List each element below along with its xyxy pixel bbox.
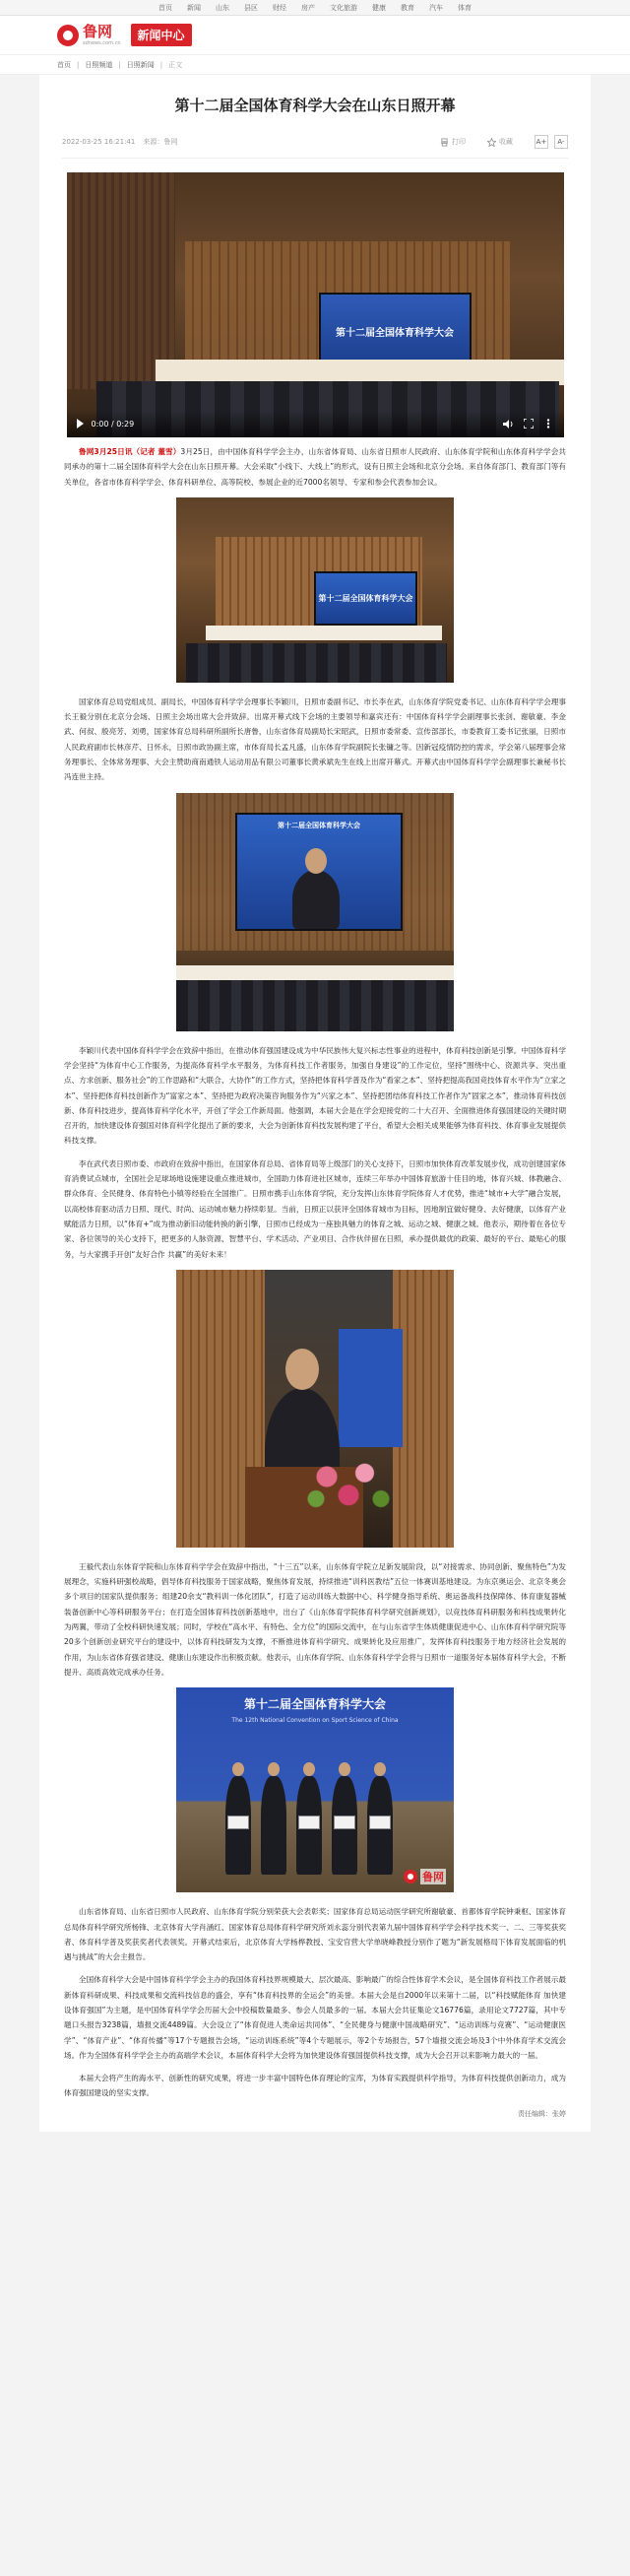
paragraph-8: 本届大会将产生的海水平、创新性的研究成果，将进一步丰富中国特色体育理论的宝库，为体育实践提供科学指导，为体育科技提供创新动力，成为体育强国建设的坚实支撑。 [64, 2074, 566, 2098]
paragraph-2: 国家体育总局党组成员、副局长，中国体育科学学会理事长李颖川，日照市委副书记、市长李在武，山东体育学院党委书记、山东体育科学学会理事长王毅分别在北京分会场、日照主会场出席大会并致辞。出席开幕式线下会场的主要领导和嘉宾还有：中国体育科学学会副理事长张剑、谢敏豪、李金武、何叔、殷亮芳、刘勇，国家体育总局科研所副所长唐鲁，山东省体育局副局长宋昭武，日照市委常委、宣传部部长，市委教育工委书记张丽，日照市人民政府副市长林彦芹、日怀永，日照市政协副主席，市体育局长孟凡盛，山东体育学院副院长张镛之等。因新冠疫情防控的需求，学会第八届理事会常务理事长、全体常务理事、大会主赞助商南通铁人运动用品有限公司董事长黄承斌先生在线上出席开幕式。开幕式由中国体育科学学会副理事长兼秘书长冯连世主持。 [64, 696, 566, 782]
font-decrease-button[interactable]: A- [554, 135, 568, 149]
video-controls [67, 410, 564, 437]
responsible-editor: 责任编辑：张婷 [518, 2109, 566, 2118]
top-nav-item[interactable]: 教育 [401, 4, 414, 12]
photo1-screen-text: 第十二届全国体育科学大会 [314, 571, 417, 626]
breadcrumb-section[interactable]: 日照新闻 [126, 60, 155, 69]
breadcrumb-home[interactable]: 首页 [57, 60, 71, 69]
site-logo[interactable] [57, 22, 121, 46]
paragraph-3: 李颖川代表中国体育科学学会在致辞中指出，在推动体育强国建设成为中华民族伟大复兴标志性事业的进程中，体育科技创新是引擎。中国体育科学学会坚持“为体育中心工作服务，为提高体育科学水平服务，为体育科技工作者服务，加强自身建设”的工作定位，坚持“围绕中心、资源共享、突出重点、方求创新、服务社会”的工作思路和“大联合、大协作”的工作方式，坚持把体育科学普及作为“看家之本”、坚持把提高我国竞技体育水平作为“立家之本”、坚持把体育科技创新作为“富家之本”、坚持把为政府决策咨询服务作为“兴家之本”、坚持把团结体育科技工作者作为“固家之本”，推动体育科技创新、体育科技进步，提高体育科学化水平，开创了学会工作新局面。他强调，本届大会是在学会迎接党的二十大召开、全面推进体育强国建设的关键时期召开的，加快建设体育强国对体育科学化提出了新的要求，大会为创新体育科技发展构建了平台，希望大会相关成果能够为体育科技、体育事业发展提供科技支撑。 [64, 1045, 566, 1146]
photo-award-ceremony [176, 1687, 454, 1892]
breadcrumb-current: 正文 [168, 60, 183, 69]
logo-icon [57, 25, 79, 46]
paragraph-7: 全国体育科学大会是中国体育科学学会主办的我国体育科技界规模最大、层次最高、影响最广的综合性体育学术会议，是全国体育科技工作者展示最新体育科研成果、科技成果和交流科技信息的盛会，享有“体育科技界的全运会”的美誉。本届大会是自2000年以来第十二届，以“科技赋能体育 加快建设体育强国”为主题，是中国体育科学学会历届大会中投稿数量最多、参会人员最多的一届。本届大会共征集论文16776篇，录用论文7727篇，其中专题口头报告3238篇，墙报交流4489篇。大会设立了“体育促进人类命运共同体”、“全民健身与健康中国战略研究”、“运动训练与竞赛”、“运动健康医学”、“体育产业”、“体育传播”等17个专题报告会场，“运动训练系统”等4个专题展示，等2个专场报告，57个墙报交流会场及3个中外体育学术交流会场。作为全国体育科学学会主办的高端学术会议，本届体育科学大会将为加快建设体育强国提供科技支撑，成为大会召开以来影响力最大的一届。 [64, 1975, 566, 2060]
video-stage-screen: 第十二届全国体育科学大会 [319, 293, 472, 369]
paragraph-1: 鲁网3月25日讯（记者 董雪）3月25日，由中国体育科学学会主办，山东省体育局、山东省日照市人民政府、山东体育学院和山东体育科学学会共同承办的第十二届全国体育科学大会在山东日照开幕。大会采取“小线下、大线上”的形式，设有日照主会场和北京分会场。来自体育部门、教育部门等有关单位，各省市体育科学学会、体育科研单位、高等院校、参展企业的近7000名领导、专家和参会代表参加会议。 [64, 447, 566, 487]
photo-conference-hall [176, 497, 454, 683]
print-button[interactable] [440, 137, 466, 147]
paragraph-6: 山东省体育局、山东省日照市人民政府、山东体育学院分别荣获大会表彰奖；国家体育总局运动医学研究所谢敏豪、首都体育学院钟秉枢、国家体育总局体育科学研究所杨锋、北京体育大学肖涵红、国家体育总局体育科学研究所刘永蕊分别代表第九届中国体育科学学会科学技术奖一、二、三等奖获奖者、体育科学普及奖获奖者代表领奖。开幕式结束后，北京体育大学杨桦教授、宝安官营大学单晓峰教授分别作了题为“新发展格局下体育发展面临的机遇与挑战”的大会主报告。 [64, 1907, 566, 1962]
star-icon [487, 138, 496, 147]
play-icon[interactable] [77, 419, 84, 429]
breadcrumb: 首页 | 日照频道 | 日照新闻 | 正文 [0, 55, 630, 75]
top-nav-item[interactable]: 体育 [458, 4, 472, 12]
more-options-icon[interactable] [542, 420, 554, 428]
breadcrumb-channel[interactable]: 日照频道 [85, 60, 113, 69]
logo-name: 鲁网 [83, 22, 113, 40]
top-nav-item[interactable]: 汽车 [429, 4, 443, 12]
paragraph-5: 王毅代表山东体育学院和山东体育科学学会在致辞中指出，“十三五”以来，山东体育学院立足新发展阶段，以“对接需求、协同创新、聚焦特色”为发展理念，实施科研强校战略，倡导体育科技服务于国家战略，聚焦体育发展，持续推进“训科医教结”五位一体赛训基地建设。为东京奥运会、北京冬奥会多个项目的国家队提供服务；组建20余支“教科训一体化团队”，打造了运动训练大数据中心、科学健身指导系统、奥运备战科技保障体、体育康复器械装备创新中心等科研服务平台；在打造全国体育科技创新基地中，出台了《山东体育学院体育科学研究创新规划》，以竞技体育科研服务和科技成果转化为两翼，带动了全校科研快速发展；同时，学校在“高水平、有特色、全方位”的国际交流中，在与山东省学生体质健康促进中心、山东体育科学研究院等20多个创新创业研究平台的建设中，以体育科技研发为支撑，不断推进体育科学研究、成果转化及应用推广，发挥体育科技服务于地方经济社会发展的作用，为山东省体育强省建设、健康山东建设作出积极贡献。他表示，山东体育学院、山东体育科学学会将与日照市一道服务好本届体育科学大会，不断提升、高质高效完成承办任务。 [64, 1561, 566, 1677]
watermark-icon [404, 1870, 417, 1883]
print-label: 打印 [452, 138, 466, 146]
watermark-text: 鲁网 [422, 1871, 444, 1884]
channel-badge[interactable]: 新闻中心 [131, 24, 192, 46]
article-source: 来源：鲁网 [143, 138, 178, 146]
top-nav [0, 0, 630, 16]
top-nav-item[interactable]: 文化旅游 [330, 4, 357, 12]
photo-speaker-li [176, 793, 454, 1031]
top-nav-item[interactable]: 财经 [273, 4, 286, 12]
top-nav-item[interactable]: 县区 [244, 4, 258, 12]
video-player[interactable] [67, 172, 564, 437]
photo2-screen-text: 第十二届全国体育科学大会 [235, 813, 403, 931]
top-nav-item[interactable]: 山东 [216, 4, 229, 12]
photo4-banner-subtext: The 12th National Convention on Sport Science of China [231, 1717, 399, 1725]
print-icon [440, 138, 449, 147]
top-nav-item[interactable]: 新闻 [187, 4, 201, 12]
site-header [0, 16, 630, 55]
volume-icon[interactable] [503, 420, 515, 428]
favorite-button[interactable] [487, 137, 513, 147]
paragraph-4: 李在武代表日照市委、市政府在致辞中指出，在国家体育总局、省体育局等上级部门的关心支持下，日照市加快体育改革发展步伐，成功创建国家体育消费试点城市，全国社会足球场地设施建设重点推进城市，全国助力体育进社区城市，连续三年举办中国体育旅游十佳目的地，体育兴城、体教融合、群众体育、全民健身、体育特色小镇等经验在全国推广。日照市携手山东体育学院，充分发挥山东体育学院体育人才优势，推进“城市+大学”融合发展，以高校体育驱动活力日照、现代、时尚、运动城市魅力持续彰显。当前，日照正以获评全国体育城市为目标，因地制宜做好健身、去好健康，以体育产业赋能活力日照，以“体育+”成为推动新旧动能转换的新引擎，日照市已经成为一座独具魅力的体育之城、运动之城、健康之城。他表示，期待着在各位专家、各位领导的关心支持下，把更多的人脉资源、智慧平台、学术活动、产业项目、合作伙伴留在日照，承办提供最优的政策、最好的平台、最贴心的服务，与大家携手开创“友好合作 共赢”的美好未来！ [64, 1158, 566, 1259]
logo-domain: sdnews.com.cn [83, 39, 121, 46]
top-nav-item[interactable]: 健康 [372, 4, 386, 12]
video-time: 0:00 / 0:29 [91, 419, 135, 429]
publish-time: 2022-03-25 16:21:41 [62, 138, 136, 146]
lead-dateline: 鲁网3月25日讯（记者 董雪） [79, 447, 181, 456]
article-container [39, 75, 591, 2132]
watermark-logo [404, 1869, 446, 1884]
article-meta [62, 135, 568, 159]
font-increase-button[interactable]: A+ [535, 135, 548, 149]
photo4-banner-text: 第十二届全国体育科学大会 [243, 1697, 386, 1712]
favorite-label: 收藏 [499, 138, 513, 146]
photo-speaker-podium [176, 1270, 454, 1548]
top-nav-item[interactable]: 首页 [158, 4, 172, 12]
article-title: 第十二届全国体育科学大会在山东日照开幕 [174, 97, 456, 114]
top-nav-item[interactable]: 房产 [301, 4, 315, 12]
fullscreen-icon[interactable] [523, 420, 535, 428]
video-frame [67, 172, 564, 437]
